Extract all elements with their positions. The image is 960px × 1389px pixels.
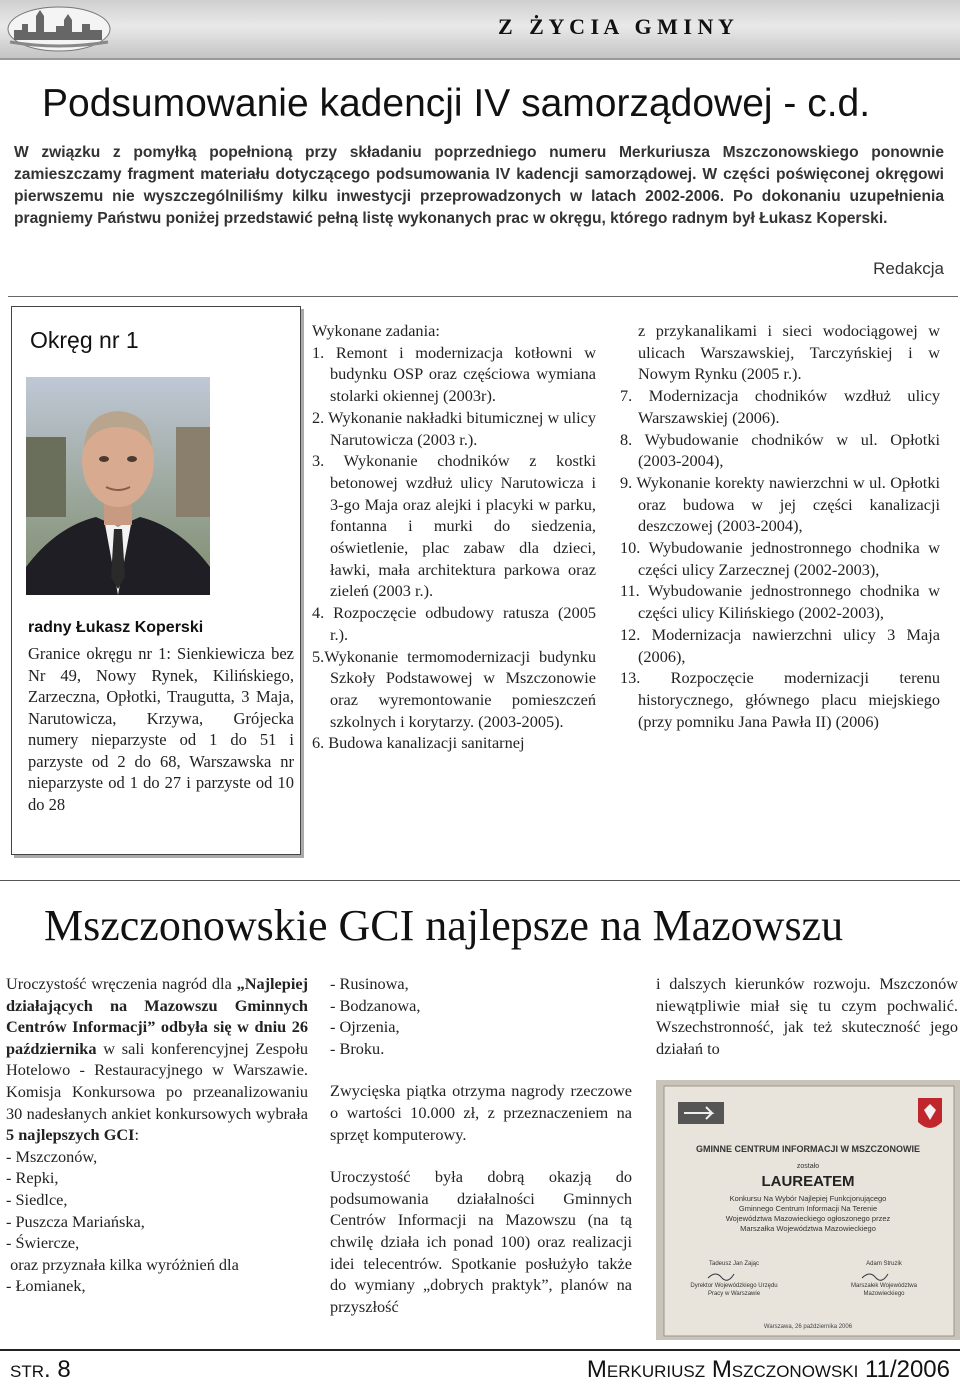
signatory-left-role: Dyrektor Wojewódzkiego Urzędu Pracy w Warszawie bbox=[690, 1283, 778, 1297]
tasks-column-right bbox=[620, 320, 940, 732]
district-borders-text: Granice okręgu nr 1: Sienkiewicza bez Nr 49, Nowy Rynek, Kilińskiego, Zarzeczna, Opłotki, Traugutta, 3 Maja, Narutowicza, Krzywa, Grójecka numery nieparzyste od 1 do 51 i parzyste od 2 do 68, Warszawska nr nieparzyste od 1 do 27 i parzyste od 10 do 28 bbox=[28, 644, 294, 814]
diploma-header: GMINNE CENTRUM INFORMACJI W MSZCZONOWIE bbox=[696, 1144, 920, 1154]
list-item: - Łomianek, bbox=[6, 1276, 86, 1296]
editorial-signature: Redakcja bbox=[873, 259, 944, 278]
list-item: - Repki, bbox=[6, 1168, 59, 1188]
task-item: 1. Remont i modernizacja kotłowni w budynku OSP oraz częściowa wymiana stolarki okiennej (2003r). bbox=[312, 342, 596, 406]
diploma-body: Konkursu Na Wybór Najlepiej Funkcjonującego Gminnego Centrum Informacji Na Terenie Województwa Mazowieckiego ogłoszonego przez Marszałka Województwa Mazowieckiego bbox=[725, 1194, 891, 1233]
signatory-right-name: Adam Struzik bbox=[866, 1261, 902, 1267]
page-number: str. 8 bbox=[10, 1356, 71, 1383]
task-item-continued: z przykanalikami i sieci wodociągowej w ulicach Warszawskiej, Tarczyńskiej i w Nowym Rynku (2005 r.). bbox=[638, 321, 940, 384]
list-item: - Mszczonów, bbox=[6, 1146, 98, 1166]
task-item: 5.Wykonanie termomodernizacji budynku Szkoły Podstawowej w Mszczonowie oraz wyremontowanie pomieszczeń szkolnych i korytarzy. (2003-2005). bbox=[312, 646, 596, 731]
article2-paragraph: Uroczystość była dobrą okazją do podsumowania działalności Gminnych Centrów Informacji na Mazowszu (na tą chwilę działa ich ponad 100) oraz realizacji idei telecentrów. Spotkanie posłużyło także do wymiany „dobrych praktyk”, planów na przyszłość bbox=[330, 1167, 632, 1316]
signatory-right-role: Marszałek Województwa Mazowieckiego bbox=[851, 1283, 917, 1297]
laureate-diploma-photo bbox=[656, 1080, 960, 1340]
article-headline: Mszczonowskie GCI najlepsze na Mazowszu bbox=[44, 901, 844, 950]
district-title: Okręg nr 1 bbox=[30, 327, 139, 353]
task-item: 7. Modernizacja chodników wzdłuż ulicy Warszawskiej (2006). bbox=[620, 386, 940, 427]
article2-column-left bbox=[6, 973, 308, 1297]
list-item: - Świercze, bbox=[6, 1233, 80, 1253]
list-item: - Ojrzenia, bbox=[330, 1017, 400, 1037]
councillor-name: radny Łukasz Koperski bbox=[28, 619, 204, 636]
text-run: w sali konferencyjnej Zespołu Hotelowo - Restauracyjnego w Warszawie. Komisja Konkursowa po przeanalizowaniu 30 nadesłanych ankiet konkursowych wybrała bbox=[6, 1038, 308, 1123]
councillor-portrait-photo bbox=[26, 377, 210, 595]
mention-line: oraz przyznała kilka wyróżnień dla bbox=[6, 1254, 239, 1274]
article2-column-middle bbox=[330, 973, 632, 1317]
text-run-bold: 5 najlepszych GCI bbox=[6, 1125, 135, 1145]
text-run: Uroczystość wręczenia nagród dla bbox=[6, 974, 237, 993]
task-item: 9. Wykonanie korekty nawierzchni w ul. Opłotki oraz budowa w jej części kanalizacji deszczowej (2003-2004), bbox=[620, 472, 940, 536]
list-item: - Siedlce, bbox=[6, 1189, 68, 1209]
town-skyline-logo bbox=[6, 2, 112, 52]
diploma-zostalo: zostało bbox=[796, 1163, 820, 1170]
section-title: Z Ż Y C I A G M I N Y bbox=[498, 14, 734, 39]
article2-paragraph: i dalszych kierunków rozwoju. Mszczonów niewątpliwie miał się tu czym pochwalić. Wszechstronność, jak też skuteczność jego działań to bbox=[656, 974, 958, 1058]
article-headline: Podsumowanie kadencji IV samorządowej - c.d. bbox=[42, 82, 871, 125]
task-item: 11. Wybudowanie jednostronnego chodnika w części ulicy Kilińskiego (2002-2003), bbox=[620, 581, 940, 623]
task-item: 8. Wybudowanie chodników w ul. Opłotki (2003-2004), bbox=[620, 429, 940, 471]
list-item: - Broku. bbox=[330, 1038, 385, 1058]
task-item: 12. Modernizacja nawierzchni ulicy 3 Maja (2006), bbox=[620, 624, 940, 666]
text-run-bold: „Najlepiej działających na Mazowszu Gminnych Centrów Informacji” odbyła się w dniu 26 października bbox=[6, 974, 308, 1058]
task-item: 2. Wykonanie nakładki bitumicznej w ulicy Narutowicza (2003 r.). bbox=[312, 407, 596, 449]
list-item: - Bodzanowa, bbox=[330, 995, 421, 1015]
diploma-date: Warszawa, 26 października 2006 bbox=[763, 1324, 853, 1330]
article2-column-right bbox=[656, 973, 958, 1059]
district-info-box bbox=[11, 306, 301, 855]
magazine-name: Merkuriusz Mszczonowski 11/2006 bbox=[586, 1356, 950, 1383]
article2-paragraph bbox=[6, 973, 308, 1146]
task-item: 4. Rozpoczęcie odbudowy ratusza (2005 r.). bbox=[312, 603, 596, 644]
list-item: - Rusinowa, bbox=[330, 974, 409, 993]
tasks-heading: Wykonane zadania: bbox=[312, 321, 440, 340]
list-item: - Puszcza Mariańska, bbox=[6, 1211, 145, 1231]
task-item: 3. Wykonanie chodników z kostki betonowej wzdłuż ulicy Narutowicza i 3-go Maja oraz alejki i placyki w parku, fontanna i murki do siedzenia, oświetlenie, plac zabaw dla dzieci, ławki, mała architektura parkowa oraz zieleń (2003 r.). bbox=[312, 451, 596, 601]
diploma-laureat: LAUREATEM bbox=[761, 1173, 855, 1190]
task-item: 13. Rozpoczęcie modernizacji terenu historycznego, głównego placu miejskiego (przy pomniku Jana Pawła II) (2006) bbox=[620, 668, 940, 731]
task-item: 10. Wybudowanie jednostronnego chodnika w części ulicy Zarzecznej (2002-2003), bbox=[620, 538, 940, 579]
text-run: : bbox=[134, 1125, 139, 1145]
article-intro: W związku z pomyłką popełnioną przy składaniu poprzedniego numeru Merkuriusza Mszczonowskiego ponownie zamieszczamy fragment materiału dotyczącego podsumowania IV kadencji samorządowej. W części poświęconej okręgowi pierwszemu nie wyszczególniliśmy kilku inwestycji przeprowadzonych w latach 2002-2006. Po dokonaniu uzupełnienia pragniemy Państwu poniżej przedstawić pełną listę wykonanych prac w okręgu, którego radnym był Łukasz Koperski. bbox=[14, 144, 944, 227]
divider bbox=[0, 880, 960, 881]
article2-paragraph: Zwycięska piątka otrzyma nagrody rzeczowe o wartości 10.000 zł, z przeznaczeniem na sprzęt komputerowy. bbox=[330, 1081, 632, 1144]
footer-rule bbox=[0, 1349, 960, 1351]
tasks-column-middle bbox=[312, 320, 596, 754]
signatory-left-name: Tadeusz Jan Zając bbox=[708, 1261, 760, 1267]
section-header-band bbox=[0, 0, 960, 60]
divider bbox=[8, 296, 958, 297]
task-item: 6. Budowa kanalizacji sanitarnej bbox=[312, 733, 525, 753]
